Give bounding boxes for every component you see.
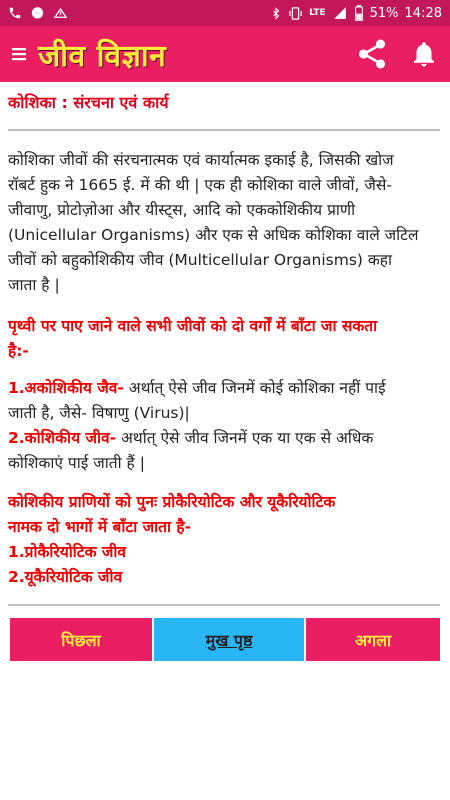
- item-text-continued: जाती है, जैसे- विषाणु (Virus)|: [8, 404, 190, 422]
- bluetooth-icon: [270, 6, 282, 21]
- classification-line: है:-: [8, 342, 29, 360]
- bell-icon: [409, 37, 439, 71]
- intro-line: रॉबर्ट हुक ने 1665 ई. में की थी | एक ही कोशिका वाले जीवों, जैसे-: [8, 176, 392, 194]
- item-label: 2.कोशिकीय जीव-: [8, 429, 117, 447]
- list-item: [8, 426, 442, 451]
- classification-list: [8, 376, 442, 476]
- item-text: अर्थात् ऐसे जीव जिनमें एक या एक से अधिक: [116, 429, 374, 447]
- battery-percent: 51%: [369, 5, 399, 21]
- next-button[interactable]: अगला: [306, 618, 440, 661]
- clock: 14:28: [404, 5, 442, 21]
- share-button[interactable]: [352, 34, 392, 74]
- intro-line: जीवाणु, प्रोटोज़ोआ और यीस्ट्स, आदि को एककोशिकीय प्राणी: [8, 201, 356, 219]
- app-title: जीव विज्ञान: [38, 38, 167, 74]
- dnd-icon: [53, 6, 68, 21]
- intro-line: कोशिका जीवों की संरचनात्मक एवं कार्यात्मक इकाई है, जिसकी खोज: [8, 151, 394, 169]
- battery-icon: [354, 5, 364, 21]
- status-bar: [0, 0, 450, 26]
- classification-line: पृथ्वी पर पाए जाने वाले सभी जीवों को दो वर्गों में बाँटा जा सकता: [8, 317, 378, 335]
- previous-button[interactable]: पिछला: [10, 618, 152, 661]
- signal-icon: [332, 6, 348, 20]
- classification-heading: [8, 314, 442, 364]
- subdivision-line: नामक दो भागों में बाँटा जाता है-: [8, 518, 192, 536]
- intro-line: (Unicellular Organisms) और एक से अधिक कोशिका वाले जटिल: [8, 226, 419, 244]
- subdivision-block: [8, 490, 442, 590]
- intro-line: जीवों को बहुकोशिकीय जीव (Multicellular Organisms) कहा: [8, 251, 393, 269]
- list-item: [8, 376, 442, 401]
- menu-icon: [11, 45, 27, 63]
- subdivision-line: कोशिकीय प्राणियों को पुनः प्रोकैरियोटिक और यूकैरियोटिक: [8, 493, 336, 511]
- intro-line: जाता है |: [8, 276, 60, 294]
- phone-icon: [8, 6, 22, 20]
- network-label: LTE: [309, 8, 326, 18]
- messenger-icon: [30, 6, 45, 21]
- divider: [8, 129, 440, 131]
- home-button[interactable]: मुख पृष्ठ: [154, 618, 304, 661]
- article-heading: कोशिका : संरचना एवं कार्य: [8, 93, 169, 112]
- notification-button[interactable]: [404, 34, 444, 74]
- subdivision-line: 1.प्रोकैरियोटिक जीव: [8, 543, 127, 561]
- app-bar: [0, 26, 450, 82]
- divider: [8, 604, 440, 606]
- subdivision-line: 2.यूकैरियोटिक जीव: [8, 568, 123, 586]
- share-icon: [355, 37, 389, 71]
- menu-button[interactable]: [2, 26, 36, 82]
- item-text-continued: कोशिकाएं पाई जाती हैं |: [8, 454, 145, 472]
- vibrate-icon: [288, 6, 303, 21]
- item-text: अर्थात् ऐसे जीव जिनमें कोई कोशिका नहीं पाई: [123, 379, 386, 397]
- intro-paragraph: [8, 148, 442, 298]
- item-label: 1.अकोशिकीय जैव-: [8, 379, 124, 397]
